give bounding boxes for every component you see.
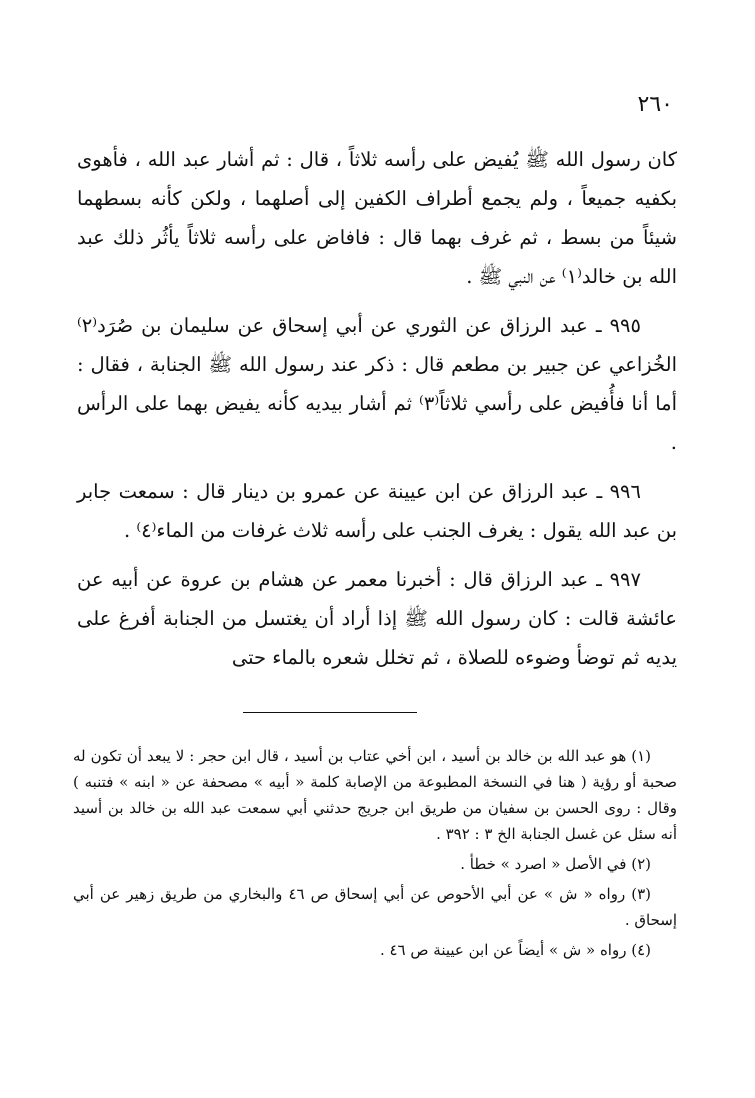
paragraph-continuation: كان رسول الله ﷺ يُفيض على رأسه ثلاثاً ، قال : ثم أشار عبد الله ، فأهوى بكفيه جميعاً ، ولم يجمع أطراف الكفين إلى أصلهما ، ولكن كأنه بسطهما شيئاً من بسط ، ثم غرف بهما قال : فافاض على رأسه ثلاثاً يأثُر ذلك عبد الله بن خالد⁽١⁾ عن النبي ﷺ . (77, 148, 677, 288)
footnotes (73, 743, 677, 967)
hadith-995: ٩٩٥ ـ عبد الرزاق عن الثوري عن أبي إسحاق عن سليمان بن صُرَد⁽٢⁾ الخُزاعي عن جبير بن مطعم قال : ذكر عند رسول الله ﷺ الجنابة ، فقال : أما أنا فأُفيض على رأسي ثلاثاً⁽٣⁾ ثم أشار بيديه كأنه يفيض بهما على الرأس . (77, 314, 678, 454)
footnote-1: (١) هو عبد الله بن خالد بن أسيد ، ابن أخي عتاب بن أسيد ، قال ابن حجر : لا يبعد أن تكون له صحبة أو رؤية ( هنا في النسخة المطبوعة من الإصابة كلمة « أبيه » مصحفة عن « ابنه » فتنبه ) وقال : روى الحسن بن سفيان من طريق ابن جريج حدثني أبي سمعت عبد الله بن خالد بن أسيد أنه سئل عن غسل الجنابة الخ ٣ : ٣٩٢ . (73, 747, 678, 843)
footnote-2: (٢) في الأصل « اصرد » خطأ . (460, 855, 651, 873)
main-text (77, 140, 677, 687)
hadith-996: ٩٩٦ ـ عبد الرزاق عن ابن عيينة عن عمرو بن دينار قال : سمعت جابر بن عبد الله يقول : يغرف الجنب على رأسه ثلاث غرفات من الماء⁽٤⁾ . (77, 480, 677, 542)
footnote-3: (٣) رواه « ش » عن أبي الأحوص عن أبي إسحاق ص ٤٦ والبخاري من طريق زهير عن أبي إسحاق . (73, 885, 677, 929)
footnote-4: (٤) رواه « ش » أيضاً عن ابن عيينة ص ٤٦ . (379, 941, 651, 959)
hadith-997: ٩٩٧ ـ عبد الرزاق قال : أخبرنا معمر عن هشام بن عروة عن أبيه عن عائشة قالت : كان رسول الله ﷺ إذا أراد أن يغتسل من الجنابة أفرغ على يديه ثم توضأ وضوءه للصلاة ، ثم تخلل شعره بالماء حتى (77, 568, 677, 669)
page-number: ٢٦٠ (637, 92, 673, 117)
footnote-divider (243, 712, 417, 713)
